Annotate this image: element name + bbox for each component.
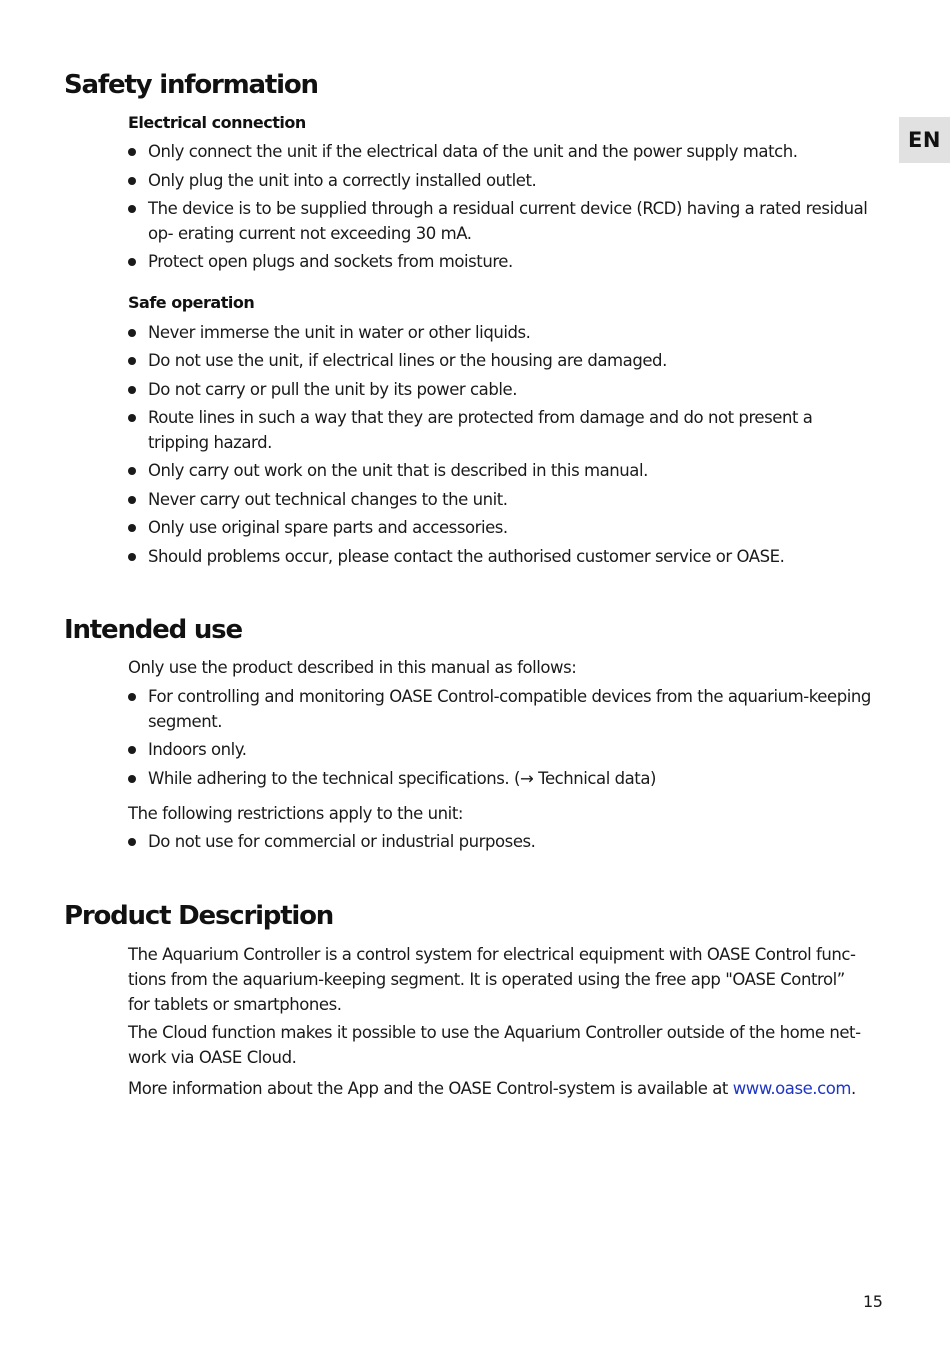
list-item — [128, 766, 888, 791]
list-item-text: Do not use the unit, if electrical lines or the housing are damaged. — [148, 351, 667, 370]
more-info-end: . — [851, 1079, 856, 1098]
bullet-icon — [128, 386, 136, 394]
list-item — [128, 487, 888, 512]
oase-website-link[interactable]: www.oase.com — [732, 1079, 851, 1098]
intended-use-intro: Only use the product described in this manual as follows: — [128, 658, 577, 677]
list-item-text: Protect open plugs and sockets from moisture. — [148, 252, 513, 271]
list-item — [128, 348, 888, 373]
product-description-heading: Product Description — [64, 901, 334, 931]
list-item — [128, 377, 888, 402]
list-item — [128, 544, 888, 569]
bullet-icon — [128, 775, 136, 783]
list-item-text: Only carry out work on the unit that is described in this manual. — [148, 461, 648, 480]
list-item-text: Only connect the unit if the electrical data of the unit and the power supply match. — [148, 142, 798, 161]
list-item — [128, 515, 888, 540]
list-item-text: Only plug the unit into a correctly installed outlet. — [148, 171, 537, 190]
list-item-text: While adhering to the technical specifications. (→ Technical data) — [148, 769, 656, 788]
bullet-icon — [128, 553, 136, 561]
list-item — [128, 405, 876, 455]
bullet-icon — [128, 496, 136, 504]
list-item — [128, 829, 888, 854]
more-info-paragraph — [128, 1076, 888, 1101]
bullet-icon — [128, 329, 136, 337]
list-item — [128, 249, 888, 274]
list-item-text: Do not use for commercial or industrial purposes. — [148, 832, 536, 851]
more-info-text: More information about the App and the OASE Control-system is available at — [128, 1079, 733, 1098]
list-item-text: Route lines in such a way that they are protected from damage and do not present a tripping hazard. — [148, 408, 813, 452]
bullet-icon — [128, 838, 136, 846]
cloud-function-paragraph: The Cloud function makes it possible to use the Aquarium Controller outside of the home net- work via OASE Cloud. — [128, 1023, 861, 1067]
bullet-icon — [128, 414, 136, 422]
list-item-text: Never carry out technical changes to the unit. — [148, 490, 508, 509]
list-item — [128, 684, 878, 734]
restrictions-intro: The following restrictions apply to the unit: — [128, 804, 463, 823]
list-item-text: Should problems occur, please contact the authorised customer service or OASE. — [148, 547, 785, 566]
list-item — [128, 196, 880, 246]
page-number: 15 — [863, 1292, 883, 1311]
bullet-icon — [128, 258, 136, 266]
safety-information-heading: Safety information — [64, 70, 318, 100]
list-item — [128, 320, 888, 345]
product-description-paragraph: The Aquarium Controller is a control system for electrical equipment with OASE Control func- tions from the aquarium-keeping segment. It is operated using the free app "OASE Control” for tablets or smartphones. — [128, 945, 856, 1014]
bullet-icon — [128, 693, 136, 701]
intended-use-heading: Intended use — [64, 615, 242, 645]
bullet-icon — [128, 177, 136, 185]
list-item-text: The device is to be supplied through a residual current device (RCD) having a rated residual op- erating current not exceeding 30 mA. — [148, 199, 868, 243]
list-item-text: Only use original spare parts and accessories. — [148, 518, 508, 537]
bullet-icon — [128, 148, 136, 156]
language-tab-en: EN — [899, 117, 950, 163]
safe-operation-heading: Safe operation — [128, 293, 255, 312]
electrical-connection-heading: Electrical connection — [128, 113, 306, 132]
bullet-icon — [128, 357, 136, 365]
list-item — [128, 737, 888, 762]
list-item-text: For controlling and monitoring OASE Control-compatible devices from the aquarium-keeping segment. — [148, 687, 871, 731]
bullet-icon — [128, 467, 136, 475]
bullet-icon — [128, 205, 136, 213]
bullet-icon — [128, 746, 136, 754]
list-item-text: Never immerse the unit in water or other liquids. — [148, 323, 531, 342]
list-item — [128, 168, 888, 193]
bullet-icon — [128, 524, 136, 532]
list-item-text: Do not carry or pull the unit by its power cable. — [148, 380, 517, 399]
list-item — [128, 139, 888, 164]
list-item — [128, 458, 888, 483]
list-item-text: Indoors only. — [148, 740, 247, 759]
